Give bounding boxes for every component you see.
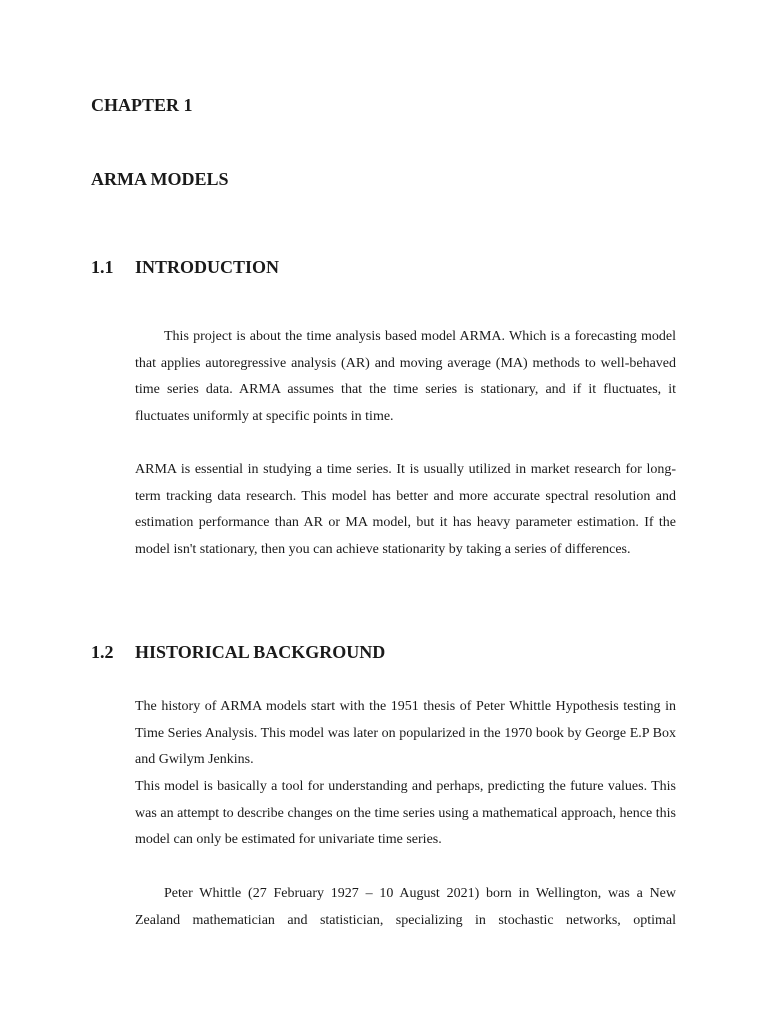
section-heading-introduction <box>91 256 279 278</box>
history-paragraph-1: The history of ARMA models start with the 1951 thesis of Peter Whittle Hypothesis testing in Time Series Analysis. This model was later on popularized in the 1970 book by George E.P Box and Gwilym Jenkins. <box>135 699 676 768</box>
section-heading-historical-background <box>91 641 385 663</box>
chapter-title: ARMA MODELS <box>91 169 229 189</box>
section-title: INTRODUCTION <box>135 257 280 277</box>
section-title: HISTORICAL BACKGROUND <box>135 642 386 662</box>
section-number: 1.1 <box>91 257 114 277</box>
intro-paragraph-1: This project is about the time analysis based model ARMA. Which is a forecasting model that applies autoregressive analysis (AR) and moving average (MA) methods to well-behaved time series data. ARMA assumes that the time series is stationary, and if it fluctuates, it fluctuates uniformly at specific points in time. <box>135 329 676 424</box>
chapter-number: CHAPTER 1 <box>91 95 193 115</box>
history-paragraph-2: This model is basically a tool for understanding and perhaps, predicting the future values. This was an attempt to describe changes on the time series using a mathematical approach, hence this model can only be estimated for univariate time series. <box>135 779 676 848</box>
intro-paragraph-2: ARMA is essential in studying a time series. It is usually utilized in market research for long-term tracking data research. This model has better and more accurate spectral resolution and estimation performance than AR or MA model, but it has heavy parameter estimation. If the model isn't stationary, then you can achieve stationarity by taking a series of differences. <box>135 462 676 557</box>
history-paragraph-3: Peter Whittle (27 February 1927 – 10 August 2021) born in Wellington, was a New Zealand mathematician and statistician, specializing in stochastic networks, optimal <box>135 886 676 928</box>
section-number: 1.2 <box>91 642 114 662</box>
